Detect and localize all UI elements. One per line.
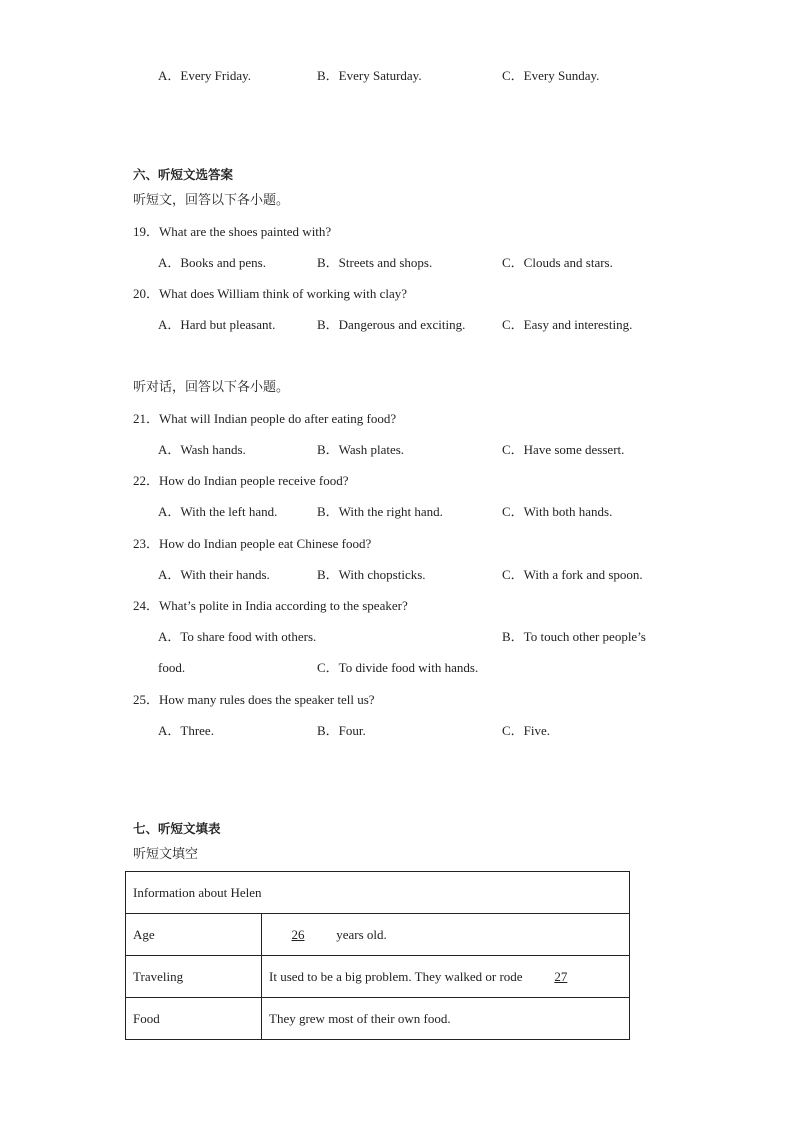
q25-option-a: A．Three. (158, 723, 214, 738)
row-label: Food (126, 998, 262, 1040)
q23-question: 23．How do Indian people eat Chinese food? (133, 536, 372, 551)
q19-question: 19．What are the shoes painted with? (133, 224, 332, 239)
table-header-row (126, 872, 630, 914)
section7-title: 七、听短文填表 (133, 821, 221, 836)
q21-option-b: B．Wash plates. (317, 442, 405, 457)
q19-option-b: B．Streets and shops. (317, 255, 433, 270)
row-value (262, 956, 630, 998)
answer-blank-26[interactable]: 26 (291, 926, 305, 942)
answer-blank-27[interactable]: 27 (554, 968, 568, 984)
q20-question: 20．What does William think of working with clay? (133, 286, 407, 301)
row-label: Age (126, 914, 262, 956)
q19-option-a: A．Books and pens. (158, 255, 266, 270)
q25-question: 25．How many rules does the speaker tell us? (133, 692, 375, 707)
q18-option-c: C．Every Sunday. (502, 68, 600, 83)
q20-option-b: B．Dangerous and exciting. (317, 317, 466, 332)
q22-option-c: C．With both hands. (502, 504, 613, 519)
q21-option-c: C．Have some dessert. (502, 442, 625, 457)
row-value (262, 914, 630, 956)
q18-option-a: A．Every Friday. (158, 68, 252, 83)
q24-option-b-continued: food. (158, 660, 186, 675)
row-label: Traveling (126, 956, 262, 998)
info-table (125, 871, 630, 1040)
q18-option-b: B．Every Saturday. (317, 68, 422, 83)
q22-option-b: B．With the right hand. (317, 504, 443, 519)
section7-intro: 听短文填空 (133, 847, 199, 862)
q23-option-b: B．With chopsticks. (317, 567, 426, 582)
section6-title: 六、听短文选答案 (133, 167, 234, 182)
row-value-text: They grew most of their own food. (269, 1010, 451, 1026)
q21-question: 21．What will Indian people do after eating food? (133, 411, 397, 426)
row-value-text: It used to be a big problem. They walked or rode (269, 968, 523, 984)
q24-option-a: A．To share food with others. (158, 629, 317, 644)
q23-option-a: A．With their hands. (158, 567, 270, 582)
table-row (126, 914, 630, 956)
q21-option-a: A．Wash hands. (158, 442, 246, 457)
q23-option-c: C．With a fork and spoon. (502, 567, 643, 582)
row-value-text: years old. (336, 926, 387, 942)
q25-option-b: B．Four. (317, 723, 366, 738)
q25-option-c: C．Five. (502, 723, 551, 738)
section6-intro-passage: 听短文，回答以下各小题。 (133, 193, 290, 208)
q24-option-b: B．To touch other people’s (502, 629, 646, 644)
q22-question: 22．How do Indian people receive food? (133, 473, 349, 488)
table-header-cell: Information about Helen (126, 872, 630, 914)
section6-intro-dialogue: 听对话，回答以下各小题。 (133, 380, 290, 395)
q19-option-c: C．Clouds and stars. (502, 255, 613, 270)
q24-option-c: C．To divide food with hands. (317, 660, 479, 675)
table-row (126, 956, 630, 998)
q20-option-a: A．Hard but pleasant. (158, 317, 276, 332)
q20-option-c: C．Easy and interesting. (502, 317, 633, 332)
row-value (262, 998, 630, 1040)
q24-question: 24．What’s polite in India according to the speaker? (133, 598, 408, 613)
q22-option-a: A．With the left hand. (158, 504, 278, 519)
table-row (126, 998, 630, 1040)
